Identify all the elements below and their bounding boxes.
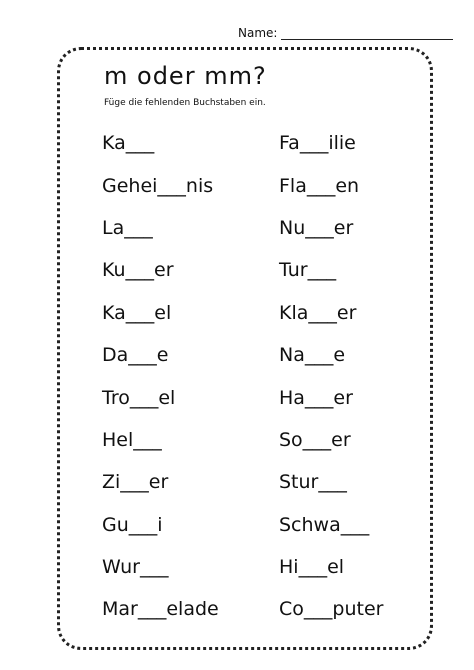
left-word-column — [102, 122, 272, 631]
word-item: Tur___ — [279, 259, 337, 282]
word-item: Ku___er — [102, 259, 174, 282]
word-item: Kla___er — [279, 301, 357, 324]
name-blank-line[interactable] — [281, 26, 453, 40]
word-item: Mar___elade — [102, 598, 219, 621]
word-item: Ha___er — [279, 386, 353, 409]
word-item: Da___e — [102, 344, 169, 367]
name-field — [238, 22, 453, 40]
word-item: Fla___en — [279, 174, 360, 197]
word-item: La___ — [102, 216, 153, 239]
word-item: So___er — [279, 428, 351, 451]
worksheet-instruction: Füge die fehlenden Buchstaben ein. — [104, 98, 266, 108]
name-label: Name: — [238, 26, 278, 40]
word-item: Gehei___nis — [102, 174, 214, 197]
word-item: Fa___ilie — [279, 132, 356, 155]
word-item: Zi___er — [102, 471, 169, 494]
word-item: Wur___ — [102, 556, 169, 579]
word-item: Hel___ — [102, 428, 162, 451]
word-item: Nu___er — [279, 216, 354, 239]
worksheet-title: m oder mm? — [104, 62, 267, 90]
word-item: Tro___el — [102, 386, 176, 409]
right-word-column — [279, 122, 449, 631]
word-item: Ka___ — [102, 132, 155, 155]
word-item: Gu___i — [102, 513, 163, 536]
word-item: Stur___ — [279, 471, 347, 494]
word-item: Na___e — [279, 344, 346, 367]
word-item: Ka___el — [102, 301, 172, 324]
word-item: Hi___el — [279, 556, 345, 579]
word-item: Schwa___ — [279, 513, 370, 536]
word-item: Co___puter — [279, 598, 384, 621]
